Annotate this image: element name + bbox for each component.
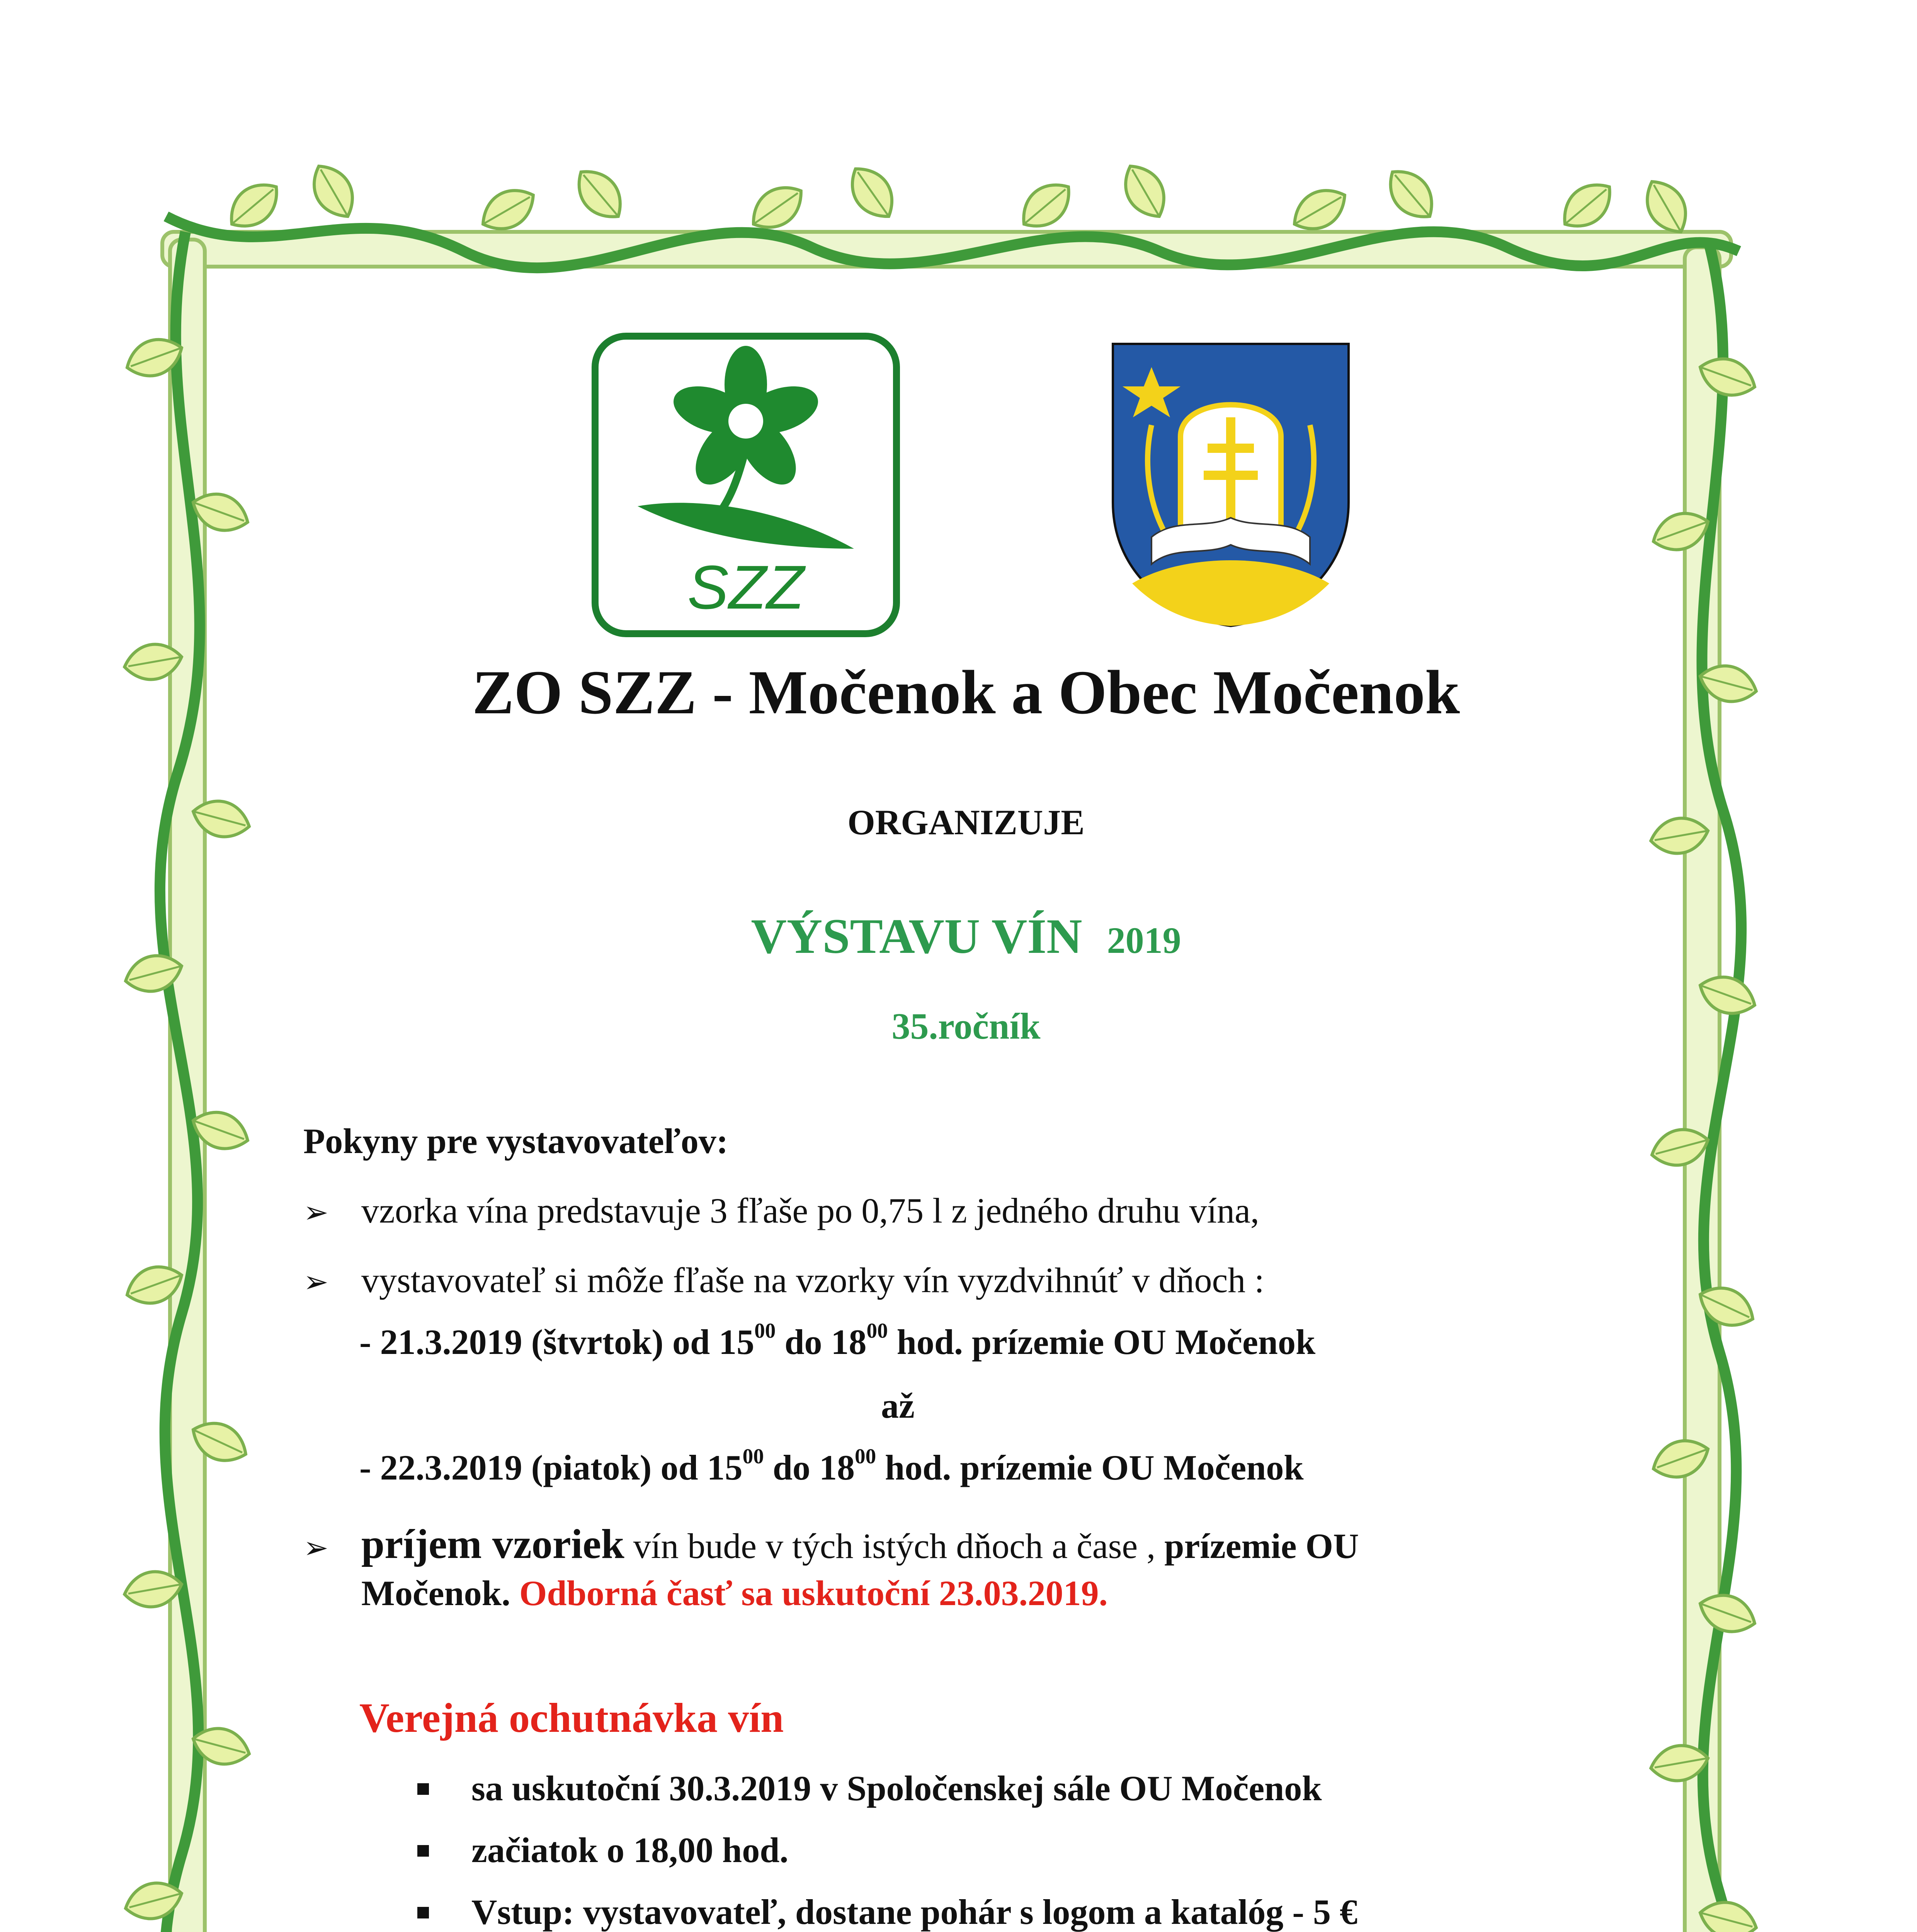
time-sup: 00 <box>742 1444 764 1468</box>
edition-label: 35.ročník <box>891 1005 1041 1047</box>
exhibition-year: 2019 <box>1107 920 1181 961</box>
tasting-item <box>417 1768 1322 1809</box>
instruction-item <box>303 1260 1264 1301</box>
szz-logo <box>591 332 900 638</box>
arrow-bullet-icon: ➢ <box>303 1195 329 1230</box>
date-text: do 18 <box>776 1322 867 1362</box>
tasting-item <box>417 1891 1357 1932</box>
date-text: do 18 <box>764 1448 855 1487</box>
date-line-2 <box>359 1444 1304 1488</box>
receipt-location-cont: Močenok. <box>361 1573 510 1613</box>
date-text: hod. prízemie OU Močenok <box>876 1448 1304 1487</box>
receipt-lead: príjem vzoriek <box>361 1521 624 1567</box>
time-sup: 00 <box>754 1319 776 1342</box>
tasting-item-text: sa uskutoční 30.3.2019 v Spoločenskej sále OU Močenok <box>471 1769 1322 1808</box>
tasting-item <box>417 1830 788 1871</box>
exhibition-heading <box>348 908 1584 965</box>
arrow-bullet-icon: ➢ <box>303 1265 329 1299</box>
receipt-text: vín bude v tých istých dňoch a čase , <box>624 1526 1165 1566</box>
date-text: - 21.3.2019 (štvrtok) od 15 <box>359 1322 755 1362</box>
tasting-item-text: Vstup: vystavovateľ, dostane pohár s logom a katalóg - 5 € <box>471 1892 1357 1932</box>
date-text: - 22.3.2019 (piatok) od 15 <box>359 1448 743 1487</box>
arrow-bullet-icon: ➢ <box>303 1531 329 1565</box>
exhibition-name: VÝSTAVU VÍN <box>751 909 1082 964</box>
instruction-item <box>303 1520 1501 1568</box>
time-sup: 00 <box>866 1319 888 1342</box>
time-sup: 00 <box>854 1444 876 1468</box>
tasting-heading: Verejná ochutnávka vín <box>359 1695 784 1741</box>
instruction-item-cont <box>361 1573 1108 1614</box>
receipt-location: prízemie OU <box>1164 1526 1359 1566</box>
page-title: ZO SZZ - Močenok a Obec Močenok <box>472 658 1460 727</box>
tasting-item-text: začiatok o 18,00 hod. <box>471 1830 789 1870</box>
az-label: až <box>881 1386 915 1425</box>
instruction-item <box>303 1190 1259 1231</box>
instructions-heading: Pokyny pre vystavovateľov: <box>303 1121 728 1161</box>
date-line-1 <box>359 1321 1315 1362</box>
square-bullet-icon <box>417 1845 429 1857</box>
organizuje-label: ORGANIZUJE <box>847 803 1085 842</box>
instruction-text: vystavovateľ si môže fľaše na vzorky vín vyzdvihnúť v dňoch : <box>361 1260 1264 1300</box>
square-bullet-icon <box>417 1907 429 1918</box>
svg-text:SZZ: SZZ <box>687 553 805 622</box>
coat-of-arms-icon <box>1105 336 1356 630</box>
date-text: hod. prízemie OU Močenok <box>888 1322 1316 1362</box>
square-bullet-icon <box>417 1783 429 1795</box>
expert-part-note: Odborná časť sa uskutoční 23.03.2019. <box>510 1573 1108 1613</box>
instruction-text: vzorka vína predstavuje 3 fľaše po 0,75 l z jedného druhu vína, <box>361 1191 1259 1230</box>
